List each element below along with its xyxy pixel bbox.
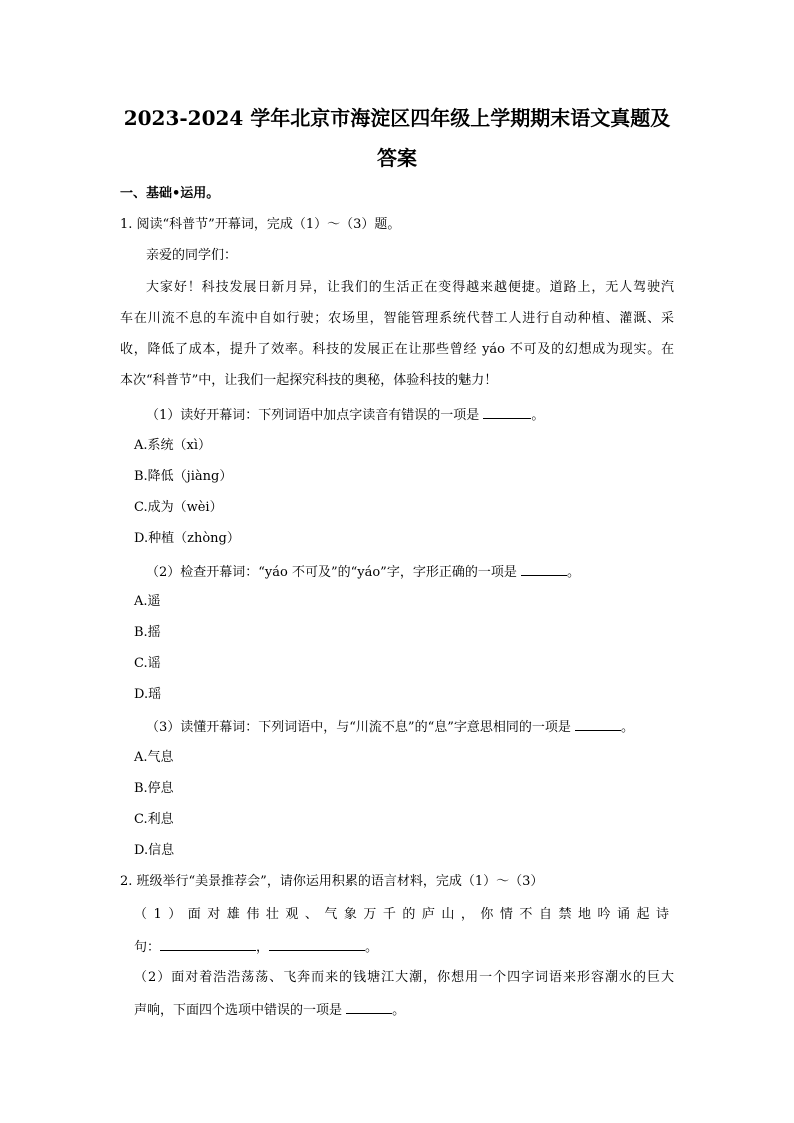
question-2-1-line2 <box>134 936 378 958</box>
question-1-stem: 1. 阅读“科普节”开幕词，完成（1）～（3）题。 <box>120 217 401 232</box>
option-1-2-c: C.谣 <box>134 656 161 671</box>
question-1-1-text: （1）读好开幕词：下列词语中加点字读音有错误的一项是 <box>146 408 480 423</box>
answer-blank[interactable] <box>483 404 531 419</box>
option-1-2-d: D.瑶 <box>134 687 162 702</box>
option-1-2-a: A.遥 <box>134 594 161 609</box>
option-1-3-c: C.利息 <box>134 812 174 827</box>
passage-line-3: 收，降低了成本，提升了效率。科技的发展正在让那些曾经 yáo 不可及的幻想成为现实。在 <box>120 342 674 357</box>
question-2-1-prefix: 句： <box>134 940 161 955</box>
document-title-line2: 答案 <box>377 146 417 170</box>
passage-line-1: 大家好！科技发展日新月异，让我们的生活正在变得越来越便捷。道路上，无人驾驶汽 <box>146 280 674 295</box>
option-1-1-b: B.降低（jiàng） <box>134 469 233 484</box>
passage-greeting: 亲爱的同学们： <box>146 248 238 263</box>
answer-blank-2[interactable] <box>269 936 365 951</box>
passage-line-2: 车在川流不息的车流中自如行驶；农场里，智能管理系统代替工人进行自动种植、灌溉、采 <box>120 311 674 326</box>
question-2-1-line1: （1）面对雄伟壮观、气象万千的庐山，你情不自禁地吟诵起诗 <box>134 907 674 922</box>
document-title-line1: 2023-2024 学年北京市海淀区四年级上学期期末语文真题及 <box>123 106 671 130</box>
answer-blank[interactable] <box>521 561 567 576</box>
question-2-1-end: 。 <box>365 940 379 955</box>
option-1-2-b: B.摇 <box>134 625 161 640</box>
question-1-2-text: （2）检查开幕词：“yáo 不可及”的“yáo”字，字形正确的一项是 <box>146 565 517 580</box>
section-heading: 一、基础•运用。 <box>120 186 220 201</box>
passage-line-4: 本次“科普节”中，让我们一起探究科技的奥秘，体验科技的魅力！ <box>120 373 498 388</box>
answer-blank[interactable] <box>575 716 621 731</box>
question-1-1-end: 。 <box>531 408 545 423</box>
option-1-1-a: A.系统（xì） <box>134 438 212 453</box>
question-2-2-prefix: 声响，下面四个选项中错误的一项是 <box>134 1003 343 1018</box>
question-2-2-line1: （2）面对着浩浩荡荡、飞奔而来的钱塘江大潮，你想用一个四字词语来形容潮水的巨大 <box>134 970 674 985</box>
question-1-3-prompt <box>146 716 634 738</box>
question-2-1-sep: ， <box>256 940 270 955</box>
question-1-2-prompt <box>146 561 580 583</box>
question-1-1-prompt <box>146 404 544 426</box>
option-1-1-d: D.种植（zhòng） <box>134 531 240 546</box>
question-1-3-text: （3）读懂开幕词：下列词语中，与“川流不息”的“息”字意思相同的一项是 <box>146 720 571 735</box>
option-1-1-c: C.成为（wèi） <box>134 500 223 515</box>
option-1-3-d: D.信息 <box>134 843 175 858</box>
question-2-2-end: 。 <box>392 1003 406 1018</box>
answer-blank[interactable] <box>346 999 392 1014</box>
question-2-stem: 2. 班级举行“美景推荐会”，请你运用积累的语言材料，完成（1）～（3） <box>120 874 544 889</box>
question-2-2-line2 <box>134 999 405 1021</box>
question-1-3-end: 。 <box>621 720 635 735</box>
option-1-3-b: B.停息 <box>134 781 174 796</box>
option-1-3-a: A.气息 <box>134 750 174 765</box>
answer-blank-1[interactable] <box>160 936 256 951</box>
question-1-2-end: 。 <box>566 565 580 580</box>
